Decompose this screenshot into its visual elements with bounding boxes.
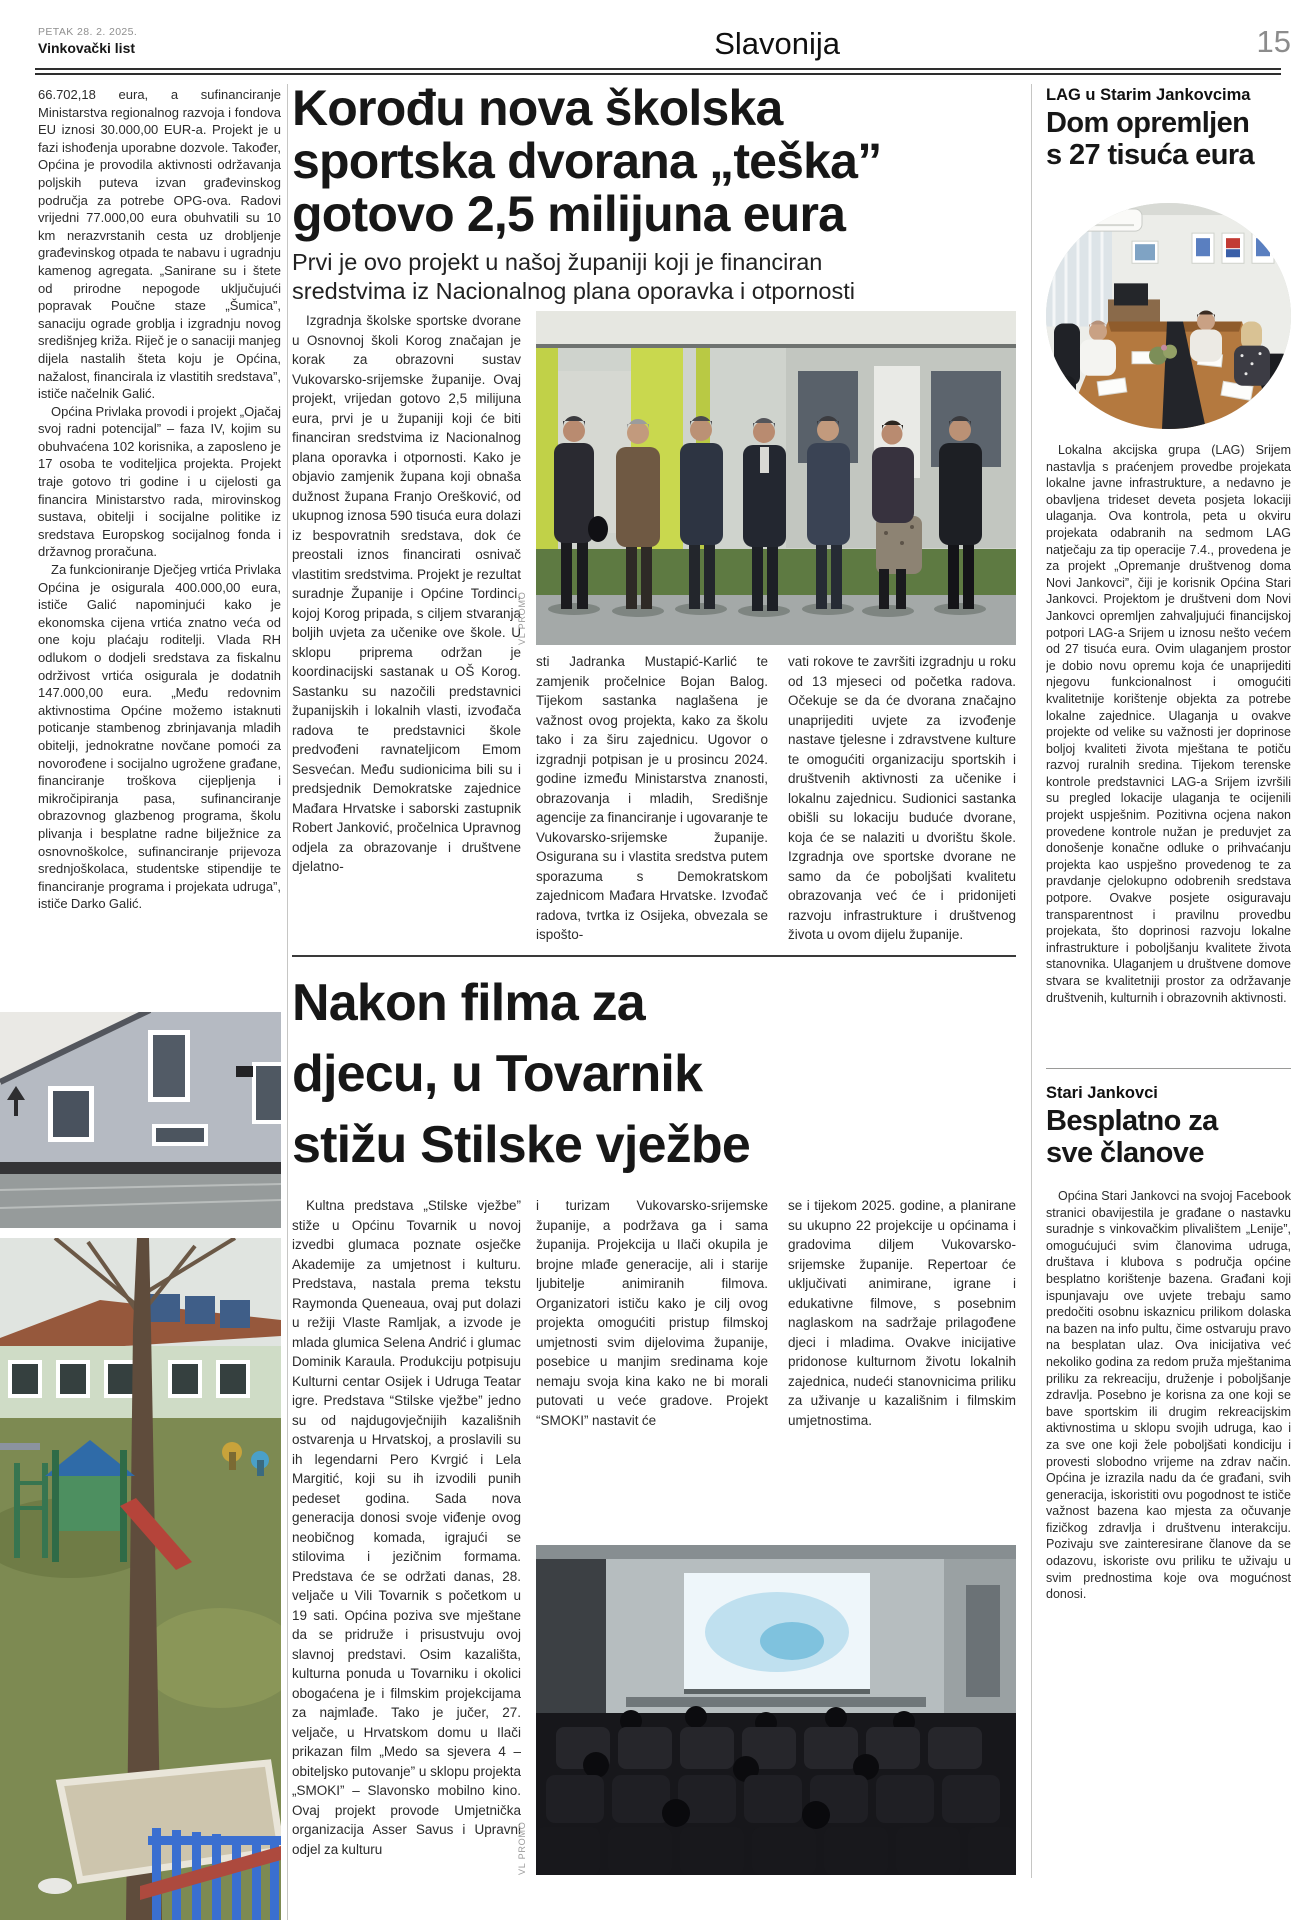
sidebar-article1-text: Lokalna akcijska grupa (LAG) Srijem nastavlja s praćenjem provedbe projekata lokalne javne infrastrukture, a nedavno je obavljena trideset deveta posjeta lokaciji ulaganja. Ova kontrola, peta u okviru projekata odabranih na sedmom LAG natječaju za tip operacije 7.4., provedena je za projekt „Opremanje društvenog doma Novi Jankovci”, čiji je korisnik Općina Stari Jankovci. Projektom je društveni dom Novi Jankovci opremljen zahvaljujući financijskoj potpori LAG-a Srijem u iznosu nešto većem od 27 tisuća eura. Ovim ulaganjem prostor je dobio novu opremu koja će unaprijediti njegovu funkcionalnost i omogućiti kvalitetnije korištenje objekta za potrebe lokalne zajednice. Ulaganja u ovakve projekte od velike su važnosti jer doprinose boljoj kvaliteti života mještana te potiču razvoj ruralnih sredina. Tijekom terenske kontrole predstavnici LAG-a Srijem izvršili su pregled lokacije ulaganja te ocijenili projekt uspješnim. Pozitivna ocjena nakon provedene kontrole nužan je preduvjet za donošenje konačne odluke o prihvaćanju projekta kao uspješno provedenog te za pravdanje cjelokupno odobrenih sredstava potpore. Ovakve posjete osiguravaju transparentnost i pravilnu provedbu projekata, što doprinosi razvoju lokalne infrastrukture i poboljšanju kvalitete života stanovnika. Ulaganjem u društvene domove stvara se kvalitetniji prostor za održavanje društvenih, kulturnih i obrazovnih aktivnosti. [1046, 443, 1291, 1005]
article1-subhead [292, 248, 1020, 305]
house-facade-photo [0, 1012, 281, 1228]
headline-line: sportska dvorana „teška” [292, 133, 882, 189]
header-date: PETAK 28. 2. 2025. [38, 26, 138, 38]
headline-line: Besplatno za [1046, 1105, 1218, 1137]
headline-line: gotovo 2,5 milijuna eura [292, 186, 846, 242]
sidebar-article2-text: Općina Stari Jankovci na svojoj Facebook stranici obavijestila je građane o nastavku suradnje s vinkovačkim plivalištem „Lenije”, omogućujući svim članovima udruga, društava i klubova s područja općine besplatno korištenje bazena. Građani koji ispunjavaju ove uvjete trebaju samo predočiti osobnu iskaznicu prilikom dolaska na bazen na info pultu, čime ostvaruju pravo na besplatan ulaz. Ova inicijativa već nekoliko godina za redom pruža mještanima priliku za rekreaciju, druženje i poboljšanje zdravlja. Posebno je korisna za one koji se bave sportskim ili drugim rekreacijskim aktivnostima u sklopu svojih udruga, kao i za sve one koji žele poboljšati kondiciju i provesti slobodno vrijeme na zdrav način. Općina je izrazila nadu da će građani, svih generacija, iskoristiti ovu pogodnost te ističe važnost bazena kao mjesta za očuvanje fizičkog zdravlja i društvenu interakciju. Pozivaju sve zainteresirane članove da se odazovu, iskoriste ovu priliku te uživaju u svim prednostima koje ova mogućnost donosi. [1046, 1189, 1291, 1602]
page-number: 15 [1256, 24, 1291, 59]
article2-photo-credit: VL PROMO [517, 1821, 527, 1875]
column-divider-right [1031, 84, 1032, 1878]
subhead-line: sredstvima iz Nacionalnog plana oporavka i otpornosti [292, 277, 856, 304]
left-paragraph: Za funkcioniranje Dječjeg vrtića Privlaka Općina je osigurala 400.000,00 eura, ističe Galić napominjući kako je ekonomska cijena vrtića znatno veća od one koju plaćaju roditelji. Vlada RH odlukom o dodjeli sredstava za fiskalnu održivost vrtića osigurala je dodatnih 147.000,00 eura. „Među redovnim aktivnostima Općine možemo istaknuti poticanje stambenog zbrinjavanja mladih obitelji, jednokratne novčane pomoći za novorođene i socijalno ugrožene građane, financiranje troškova cijepljenja i mikročipiranja pasa, sufinanciranje obrazovnog glazbenog programa, školu plivanja i besplatne radne bilježnice za osnovnoškolce, sufinanciranje prijevoza srednjoškolaca, studentske stipendije te financiranje programa i projekata udruga”, ističe Darko Galić. [38, 562, 281, 912]
article1-column-2 [536, 652, 768, 953]
article2-col1-text: Kultna predstava „Stilske vježbe” stiže u Općinu Tovarnik u novoj izvedbi glumaca poznate osječke Akademije za umjetnost i kulturu. Predstava, nastala prema tekstu Raymonda Queneaua, ovaj put dolazi u režiji Vlaste Ramljak, a izvode je mlada glumica Selena Andrić i glumac Dominik Karaula. Produkciju potpisuju Kulturni centar Osijek i Udruga Teatar igre. Predstava “Stilske vježbe” jedno su od najdugovječnijih kazališnih ostvarenja u Hrvatskoj, a proslavili su ih legendarni Pero Kvrgić i Lela Margitić, koji su ih izvodili punih pedeset godina. Sada nova generacija donosi svoje viđenje ovog neobičnog komada, igrajući se stilovima i jezičnim formama. Predstava će se održati danas, 28. veljače u Vili Tovarnik s početkom u 19 sati. Općina poziva sve mještane da se pridruže i prisustvuju ovoj slavnoj predstavi. Osim kazališta, kulturna ponuda u Tovarniku i okolici obogaćena je i filmskim projekcijama za najmlađe. Tako je jučer, 27. veljače, u Hrvatskom domu u Ilači prikazan film „Medo sa sjevera 4 – obiteljsko putovanje” u sklopu projekta „SMOKI” – Slavonsko mobilno kino. Ovaj projekt provode Umjetnička organizacija Asser Savus i Upravni odjel za kulturu [292, 1198, 521, 1857]
sidebar-article1-kicker: LAG u Starim Jankovcima [1046, 86, 1251, 104]
article1-group-photo [536, 311, 1016, 645]
sidebar-separator-rule [1046, 1068, 1291, 1069]
cinema-illustration [536, 1545, 1016, 1875]
column-divider-left [287, 84, 288, 1920]
headline-line: djecu, u Tovarnik [292, 1045, 703, 1103]
publication-name: Vinkovački list [38, 40, 136, 56]
sidebar-article1-headline [1046, 108, 1291, 171]
subhead-line: Prvi je ovo projekt u našoj županiji koji je financiran [292, 249, 823, 275]
left-continuation-column [38, 86, 281, 1008]
headline-line: stižu Stilske vježbe [292, 1116, 750, 1174]
sidebar-article1-body [1046, 442, 1291, 1062]
article2-column-1 [292, 1196, 521, 1912]
section-title: Slavonija [714, 26, 840, 61]
article1-column-1 [292, 311, 521, 951]
group-photo-illustration [536, 311, 1016, 645]
playground-illustration [0, 1238, 281, 1920]
article1-column-3 [788, 652, 1016, 953]
headline-line: s 27 tisuća eura [1046, 138, 1255, 171]
headline-line: Korođu nova školska [292, 80, 783, 136]
article2-headline [292, 968, 1020, 1181]
meeting-room-illustration [1046, 203, 1291, 429]
headline-line: Nakon filma za [292, 974, 645, 1032]
article2-col3-text: se i tijekom 2025. godine, a planirane su ukupno 22 projekcije u općinama i gradovima diljem Vukovarsko-srijemske županije. Repertoar će uključivati animirane, igrane i edukativne filmove, s posebnim naglaskom na sadržaje prilagođene djeci i mladima. Ovakve inicijative pridonose kulturnom životu lokalnih zajednica, nudeći stanovnicima priliku za uživanje u kazališnim i filmskim umjetnostima. [788, 1198, 1016, 1428]
meeting-room-photo [1046, 203, 1291, 429]
article2-column-2 [536, 1196, 768, 1452]
article1-headline [292, 82, 1020, 241]
projection-screen [684, 1573, 870, 1694]
left-paragraph: 66.702,18 eura, a sufinanciranje Ministarstva regionalnog razvoja i fondova EU iznosi 30.000,00 EUR-a. Projekt je u fazi ishođenja uporabne dozvole. Također, Općina je provodila aktivnosti održavanja poljskih puteva izvan građevinskog područja za potrebe OPG-ova. Radovi vrijedni 77.000,00 eura obuhvatili su 10 km nerazvrstanih cesta uz drobljenje građevinskog otpada te nabavu i ugradnju kamenog agregata. „Sanirane su i štete od prirodne nepogode uključujući popravak Poučne staze „Šumica”, sanaciju ograde groblja i izgradnju novog središnjeg križa. Riječ je o sanaciji manjeg dijela nastalih šteta koju je Općina, nažalost, financirala iz vlastitih sredstava”, ističe načelnik Galić. [38, 87, 281, 402]
headline-line: sve članove [1046, 1136, 1204, 1169]
article1-col2-text: sti Jadranka Mustapić-Karlić te zamjenik pročelnice Bojan Balog. Tijekom sastanka naglašena je važnost ovog projekta, kako za školu tako i za širu zajednicu. Ugovor o izgradnji potpisan je u prosincu 2024. godine između Ministarstva znanosti, obrazovanja i mladih, Središnje agencije za financiranje i ugovaranje te Vukovarsko-srijemske županije. Osigurana su i vlastita sredstva putem sporazuma s Demokratskom zajednicom Mađara Hrvatske. Izvođač radova, tvrtka iz Osijeka, obvezala se ispošto- [536, 654, 768, 942]
sidebar-article2-headline [1046, 1106, 1291, 1169]
sidebar-article2-kicker: Stari Jankovci [1046, 1084, 1158, 1102]
article-separator-rule [292, 955, 1016, 957]
article2-cinema-photo [536, 1545, 1016, 1875]
article1-photo-credit: VL PROMO [517, 591, 527, 645]
article2-col2-text: i turizam Vukovarsko-srijemske županije, a podržava ga i sama županija. Projekcija u Ilači okupila je brojne mlađe generacije, ali i starije ljubitelje animiranih filmova. Organizatori ističu kako je cilj ovog projekta omogućiti pristup filmskoj umjetnosti svim dijelovima županije, posebice u manjim sredinama koje nemaju svoja kina kako ne bi morali putovati u veće gradove. Projekt “SMOKI” nastavit će [536, 1198, 768, 1428]
house-facade-illustration [0, 1012, 281, 1228]
headline-line: Dom opremljen [1046, 107, 1250, 139]
article1-col1-text: Izgradnja školske sportske dvorane u Osnovnoj školi Korog značajan je korak za obrazovni sustav Vukovarsko-srijemske županije. Ovaj projekt, vrijedan gotovo 2,5 milijuna eura, prvi je u županiji koji će biti financiran sredstvima iz Nacionalnog plana oporavka i otpornosti. Kako je objavio zamjenik župana koji obnaša dužnost župana Franjo Orešković, od ukupnog iznosa 590 tisuća eura dolazi iz bespovratnih sredstava, dok će preostali iznos financirati osnivač vlastitim sredstvima. Projekt je rezultat suradnje Županije i Općine Tordinci, kojoj Korog pripada, s ciljem stvaranja boljih uvjeta za učenike ove škole. U sklopu priprema održan je koordinacijski sastanak u OŠ Korog. Sastanku su nazočili predstavnici županijskih i lokalnih vlasti, izvođača radova te predstavnici škole predvođeni ravnateljicom Emom Sesvećan. Među sudionicima bili su i predsjednik Demokratske zajednice Mađara Hrvatske i saborski zastupnik Robert Janković, pročelnica Upravnog odjela za obrazovanje i društvene djelatno- [292, 313, 521, 874]
sidebar-article2-body [1046, 1188, 1291, 1878]
article1-col3-text: vati rokove te završiti izgradnju u roku od 13 mjeseci od početka radova. Očekuje se da će dvorana značajno unaprijediti uvjete za izvođenje nastave tjelesne i zdravstvene kulture te omogućiti organizaciju sportskih i društvenih aktivnosti za učenike i lokalnu zajednicu. Sudionici sastanka obišli su lokaciju buduće dvorane, koja će se nalaziti u dvorištu škole. Izgradnja ove sportske dvorane ne samo da će poboljšati kvalitetu obrazovanja već će i pridonijeti razvoju infrastrukture i društvenog života u ovom dijelu županije. [788, 654, 1016, 942]
article2-column-3 [788, 1196, 1016, 1452]
playground-photo [0, 1238, 281, 1920]
header-double-rule [35, 68, 1281, 75]
left-paragraph: Općina Privlaka provodi i projekt „Ojačaj svoj radni potencijal” – faza IV, kojim su obuhvaćena 102 korisnika, a zaposleno je 17 osoba te voditeljica projekta. Projekt traje gotovo tri godine i u cijelosti ga financira Ministarstvo rada, mirovinskog sustava, obitelji i socijalne politike iz sredstava Europskog socijalnog fonda i državnog proračuna. [38, 403, 281, 560]
